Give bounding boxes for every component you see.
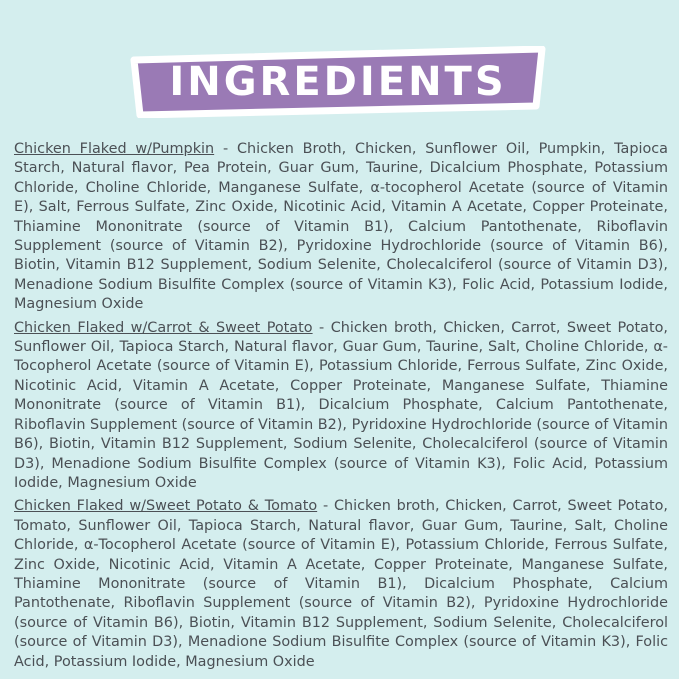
ingredients-content <box>14 140 668 672</box>
ingredient-list: Chicken Broth, Chicken, Sunflower Oil, Pumpkin, Tapioca Starch, Natural flavor, Pea Protein, Guar Gum, Taurine, Dicalcium Phosphate, Potassium Chloride, Choline Chloride, Manganese Sulfate, α-tocopherol Acetate (source of Vitamin E), Salt, Ferrous Sulfate, Zinc Oxide, Nicotinic Acid, Vitamin A Acetate, Copper Proteinate, Thiamine Mononitrate (source of Vitamin B1), Calcium Pantothenate, Riboflavin Supplement (source of Vitamin B2), Pyridoxine Hydrochloride (source of Vitamin B6), Biotin, Vitamin B12 Supplement, Sodium Selenite, Cholecalciferol (source of Vitamin D3), Menadione Sodium Bisulfite Complex (source of Vitamin K3), Folic Acid, Potassium Iodide, Magnesium Oxide <box>14 141 668 313</box>
page-title: INGREDIENTS <box>169 59 507 105</box>
ingredient-section <box>14 497 668 672</box>
flavor-name: Chicken Flaked w/Pumpkin <box>14 141 215 157</box>
flavor-separator: - <box>214 141 237 157</box>
ingredients-banner <box>128 46 548 118</box>
ingredient-list: Chicken broth, Chicken, Carrot, Sweet Potato, Sunflower Oil, Tapioca Starch, Natural flavor, Guar Gum, Taurine, Salt, Choline Chloride, α-Tocopherol Acetate (source of Vitamin E), Potassium Chloride, Ferrous Sulfate, Zinc Oxide, Nicotinic Acid, Vitamin A Acetate, Copper Proteinate, Manganese Sulfate, Thiamine Mononitrate (source of Vitamin B1), Dicalcium Phosphate, Calcium Pantothenate, Riboflavin Supplement (source of Vitamin B2), Pyridoxine Hydrochloride (source of Vitamin B6), Biotin, Vitamin B12 Supplement, Sodium Selenite, Cholecalciferol (source of Vitamin D3), Menadione Sodium Bisulfite Complex (source of Vitamin K3), Folic Acid, Potassium Iodide, Magnesium Oxide <box>14 319 668 491</box>
flavor-name: Chicken Flaked w/Carrot & Sweet Potato <box>14 319 313 336</box>
ingredient-section <box>14 140 668 315</box>
banner-area <box>0 0 679 128</box>
ingredient-list: Chicken broth, Chicken, Carrot, Sweet Potato, Tomato, Sunflower Oil, Tapioca Starch, Natural flavor, Guar Gum, Taurine, Salt, Choline Chloride, α-Tocopherol Acetate (source of Vitamin E), Potassium Chloride, Ferrous Sulfate, Zinc Oxide, Nicotinic Acid, Vitamin A Acetate, Copper Proteinate, Manganese Sulfate, Thiamine Mononitrate (source of Vitamin B1), Dicalcium Phosphate, Calcium Pantothenate, Riboflavin Supplement (source of Vitamin B2), Pyridoxine Hydrochloride (source of Vitamin B6), Biotin, Vitamin B12 Supplement, Sodium Selenite, Cholecalciferol (source of Vitamin D3), Menadione Sodium Bisulfite Complex (source of Vitamin K3), Folic Acid, Potassium Iodide, Magnesium Oxide <box>14 498 669 670</box>
flavor-separator: - <box>312 319 331 336</box>
flavor-name: Chicken Flaked w/Sweet Potato & Tomato <box>14 498 318 515</box>
ingredient-section <box>14 319 668 494</box>
flavor-separator: - <box>317 498 334 515</box>
